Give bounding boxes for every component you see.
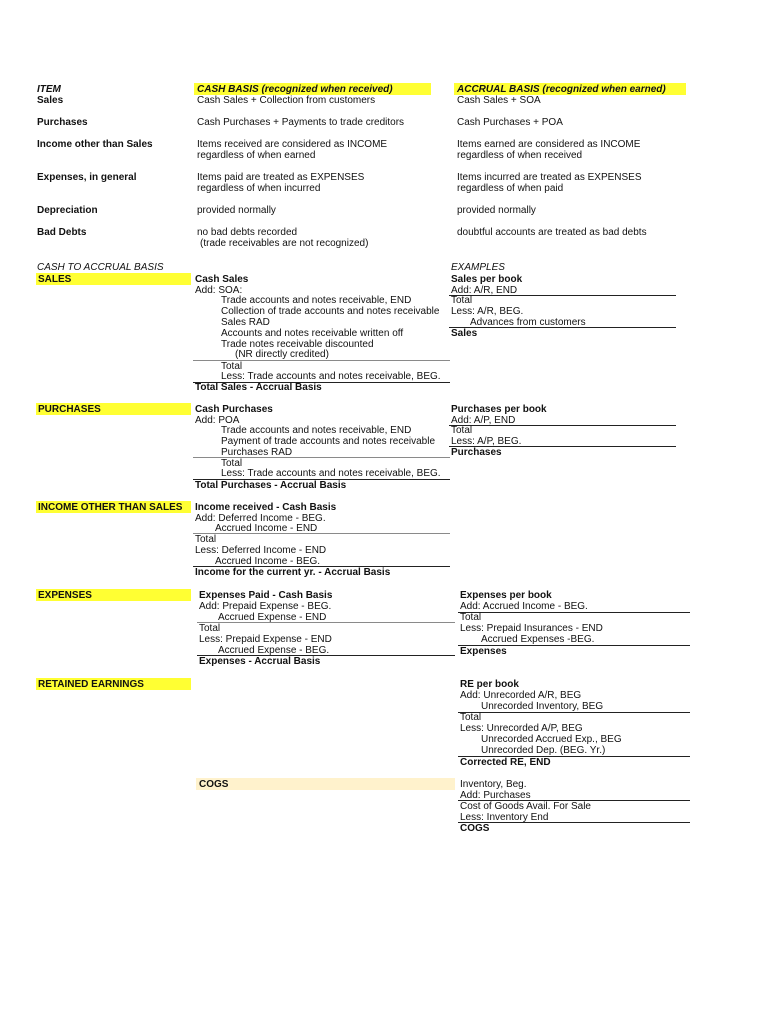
cash-to-accrual-title: CASH TO ACCRUAL BASIS xyxy=(37,262,164,273)
row-accrual-expenses-1: Items incurred are treated as EXPENSES xyxy=(457,172,642,183)
sales-line: Trade accounts and notes receivable, END xyxy=(221,295,412,306)
purchases-line: Payment of trade accounts and notes receivable xyxy=(221,436,436,447)
row-cash-expenses-2: regardless of when incurred xyxy=(197,183,321,194)
row-accrual-depreciation: provided normally xyxy=(457,205,536,216)
income-line: Accrued Income - END xyxy=(215,523,318,534)
cogs-example-line: Less: Inventory End xyxy=(460,812,549,823)
income-line: Total xyxy=(195,534,217,545)
re-example-line: Less: Unrecorded A/P, BEG xyxy=(460,723,583,734)
purchases-example-line: Purchases per book xyxy=(451,404,547,415)
expenses-line: Accrued Expense - END xyxy=(218,612,327,623)
sales-example-line: Total xyxy=(451,295,473,306)
re-example-line: Add: Unrecorded A/R, BEG xyxy=(460,690,582,701)
row-cash-sales: Cash Sales + Collection from customers xyxy=(197,95,376,106)
sales-example-rule xyxy=(449,327,676,328)
re-example-line: Unrecorded Dep. (BEG. Yr.) xyxy=(481,745,606,756)
sales-example-line: Less: A/R, BEG. xyxy=(451,306,524,317)
expenses-line: Add: Prepaid Expense - BEG. xyxy=(199,601,332,612)
sales-line: Collection of trade accounts and notes receivable xyxy=(221,306,440,317)
cogs-example-line: COGS xyxy=(460,823,490,834)
income-label: INCOME OTHER THAN SALES xyxy=(38,502,183,513)
row-label-depreciation: Depreciation xyxy=(37,205,98,216)
row-accrual-income-2: regardless of when received xyxy=(457,150,583,161)
income-line: Accrued Income - BEG. xyxy=(215,556,321,567)
sales-line: Total xyxy=(221,361,243,372)
row-label-bad-debts: Bad Debts xyxy=(37,227,87,238)
row-cash-depreciation: provided normally xyxy=(197,205,276,216)
retained-earnings-label: RETAINED EARNINGS xyxy=(38,679,144,690)
cogs-highlight xyxy=(196,778,455,790)
row-accrual-sales: Cash Sales + SOA xyxy=(457,95,541,106)
sales-example-line: Sales xyxy=(451,328,478,339)
sales-example-rule xyxy=(449,295,676,296)
purchases-example-line: Less: A/P, BEG. xyxy=(451,436,522,447)
row-label-expenses: Expenses, in general xyxy=(37,172,137,183)
row-label-income: Income other than Sales xyxy=(37,139,153,150)
expenses-example-rule xyxy=(458,612,690,613)
cogs-example-line: Inventory, Beg. xyxy=(460,779,527,790)
sales-line: Trade notes receivable discounted xyxy=(221,339,374,350)
expenses-example-line: Total xyxy=(460,612,482,623)
purchases-example-line: Purchases xyxy=(451,447,502,458)
row-cash-expenses-1: Items paid are treated as EXPENSES xyxy=(197,172,365,183)
examples-title: EXAMPLES xyxy=(451,262,505,273)
sales-line: Total Sales - Accrual Basis xyxy=(195,382,322,393)
row-label-purchases: Purchases xyxy=(37,117,88,128)
row-cash-income-2: regardless of when earned xyxy=(197,150,316,161)
purchases-line: Less: Trade accounts and notes receivable, BEG. xyxy=(221,468,441,479)
expenses-line: Less: Prepaid Expense - END xyxy=(199,634,332,645)
sales-example-line: Sales per book xyxy=(451,274,523,285)
row-cash-purchases: Cash Purchases + Payments to trade creditors xyxy=(197,117,405,128)
cogs-example-line: Add: Purchases xyxy=(460,790,531,801)
cogs-label: COGS xyxy=(199,779,229,790)
re-example-line: Corrected RE, END xyxy=(460,757,551,768)
expenses-subtotal-rule xyxy=(197,622,455,623)
expenses-example-line: Less: Prepaid Insurances - END xyxy=(460,623,603,634)
purchases-line: Cash Purchases xyxy=(195,404,273,415)
purchases-example-line: Total xyxy=(451,425,473,436)
row-label-sales: Sales xyxy=(37,95,64,106)
sales-line: (NR directly credited) xyxy=(235,349,329,360)
row-cash-bad-debts-1: no bad debts recorded xyxy=(197,227,298,238)
expenses-line: Accrued Expense - BEG. xyxy=(218,645,330,656)
income-line: Add: Deferred Income - BEG. xyxy=(195,513,326,524)
expenses-line: Total xyxy=(199,623,221,634)
purchases-line: Total Purchases - Accrual Basis xyxy=(195,480,347,491)
re-example-line: Unrecorded Accrued Exp., BEG xyxy=(481,734,622,745)
purchases-example-rule xyxy=(449,425,676,426)
sales-line: Accounts and notes receivable written off xyxy=(221,328,404,339)
sales-line: Less: Trade accounts and notes receivable, BEG. xyxy=(221,371,441,382)
sales-line: Sales RAD xyxy=(221,317,270,328)
sales-example-line: Advances from customers xyxy=(470,317,586,328)
cogs-example-rule xyxy=(458,822,690,823)
expenses-label: EXPENSES xyxy=(38,590,92,601)
expenses-line: Expenses Paid - Cash Basis xyxy=(199,590,333,601)
purchases-label: PURCHASES xyxy=(38,404,101,415)
sales-example-line: Add: A/R, END xyxy=(451,285,518,296)
row-accrual-income-1: Items earned are considered as INCOME xyxy=(457,139,641,150)
row-cash-bad-debts-2: (trade receivables are not recognized) xyxy=(200,238,369,249)
re-example-rule xyxy=(458,712,690,713)
purchases-line: Trade accounts and notes receivable, END xyxy=(221,425,412,436)
expenses-example-line: Add: Accrued Income - BEG. xyxy=(460,601,588,612)
re-example-line: Unrecorded Inventory, BEG xyxy=(481,701,604,712)
header-cash-basis: CASH BASIS (recognized when received) xyxy=(197,84,393,95)
row-cash-income-1: Items received are considered as INCOME xyxy=(197,139,388,150)
re-example-line: Total xyxy=(460,712,482,723)
sales-label: SALES xyxy=(38,274,72,285)
sales-line: Add: SOA: xyxy=(195,285,243,296)
income-line: Income received - Cash Basis xyxy=(195,502,337,513)
expenses-line: Expenses - Accrual Basis xyxy=(199,656,321,667)
row-accrual-bad-debts: doubtful accounts are treated as bad debts xyxy=(457,227,647,238)
purchases-line: Purchases RAD xyxy=(221,447,293,458)
expenses-example-line: Expenses xyxy=(460,646,507,657)
expenses-example-line: Expenses per book xyxy=(460,590,552,601)
purchases-line: Add: POA xyxy=(195,415,240,426)
header-accrual-basis: ACCRUAL BASIS (recognized when earned) xyxy=(457,84,666,95)
sales-line: Cash Sales xyxy=(195,274,249,285)
income-line: Less: Deferred Income - END xyxy=(195,545,327,556)
income-subtotal-rule xyxy=(193,533,450,534)
purchases-line: Total xyxy=(221,458,243,469)
row-accrual-expenses-2: regardless of when paid xyxy=(457,183,564,194)
re-example-line: RE per book xyxy=(460,679,519,690)
cogs-example-line: Cost of Goods Avail. For Sale xyxy=(460,801,591,812)
row-accrual-purchases: Cash Purchases + POA xyxy=(457,117,563,128)
expenses-example-line: Accrued Expenses -BEG. xyxy=(481,634,595,645)
purchases-example-line: Add: A/P, END xyxy=(451,415,516,426)
income-line: Income for the current yr. - Accrual Basis xyxy=(195,567,391,578)
header-item: ITEM xyxy=(37,84,61,95)
